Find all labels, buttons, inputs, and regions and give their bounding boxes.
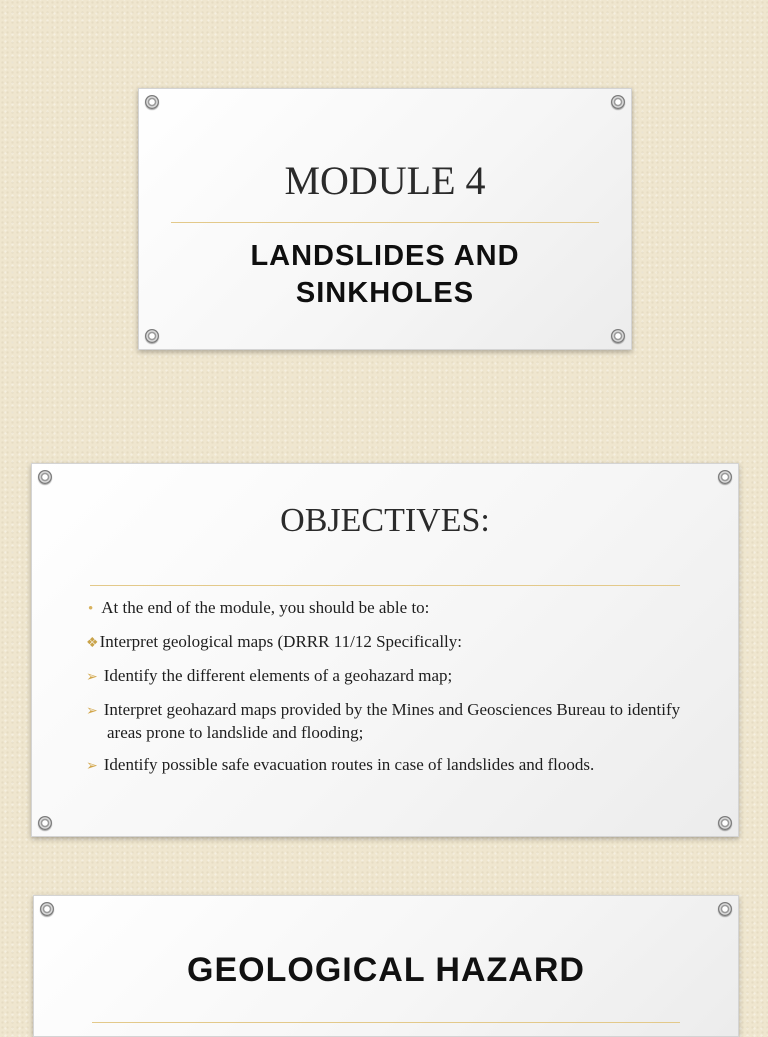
module-subtitle (139, 238, 631, 312)
rivet-icon (145, 95, 159, 109)
slide-geological-hazard (33, 895, 739, 1037)
list-item (86, 597, 696, 620)
geological-hazard-title: GEOLOGICAL HAZARD (187, 951, 585, 989)
list-item-text: At the end of the module, you should be able to: (101, 598, 430, 617)
rivet-icon (718, 816, 732, 830)
list-item (86, 699, 696, 743)
module-title: MODULE 4 (284, 158, 486, 203)
rivet-icon (718, 902, 732, 916)
list-item-text: Identify possible safe evacuation routes in case of landslides and floods. (103, 755, 595, 774)
arrow-bullet-icon: ➢ (86, 759, 98, 774)
list-item-text: Interpret geological maps (DRRR 11/12 Specifically: (99, 632, 462, 651)
divider (171, 222, 599, 223)
list-item (86, 665, 696, 688)
list-item-text: Interpret geohazard maps provided by the Mines and Geosciences Bureau to identify areas prone to landslide and flooding; (103, 700, 681, 742)
rivet-icon (718, 470, 732, 484)
module-subtitle-line-1: LANDSLIDES AND (250, 240, 520, 272)
module-subtitle-line-2: SINKHOLES (295, 277, 475, 309)
divider (92, 1022, 680, 1023)
list-item-text: Identify the different elements of a geohazard map; (103, 666, 453, 685)
rivet-icon (40, 902, 54, 916)
rivet-icon (38, 816, 52, 830)
objectives-list (86, 597, 696, 788)
diamond-bullet-icon: ❖ (86, 636, 99, 651)
rivet-icon (145, 329, 159, 343)
divider (90, 585, 680, 586)
rivet-icon (611, 95, 625, 109)
arrow-bullet-icon: ➢ (86, 704, 98, 719)
slide-module-title (138, 88, 632, 350)
rivet-icon (611, 329, 625, 343)
bullet-dot-icon: • (88, 601, 94, 617)
list-item (86, 631, 696, 654)
list-item (86, 754, 696, 777)
objectives-title: OBJECTIVES: (280, 502, 490, 539)
rivet-icon (38, 470, 52, 484)
slide-objectives (31, 463, 739, 837)
arrow-bullet-icon: ➢ (86, 670, 98, 685)
